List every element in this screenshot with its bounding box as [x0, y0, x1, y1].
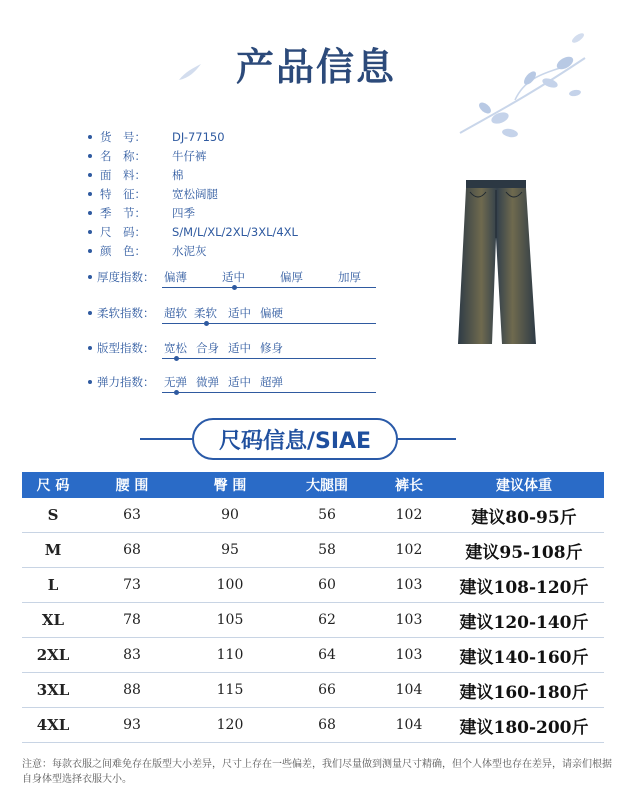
index-option: 修身: [260, 341, 283, 355]
table-cell: 56: [318, 507, 336, 523]
table-cell: 3XL: [36, 681, 70, 699]
page-title: 产品信息: [235, 45, 396, 89]
index-label: 柔软指数：: [97, 306, 155, 320]
bullet-icon: [88, 346, 92, 350]
bird-decoration: [175, 58, 205, 88]
column-header: 大腿围: [306, 478, 348, 494]
table-cell: 95: [221, 542, 239, 558]
index-option: 适中: [228, 341, 251, 355]
attr-row-name: 名 称： 牛仔裤: [88, 146, 298, 165]
table-cell: 建议120-140斤: [459, 612, 589, 633]
table-row: [22, 708, 604, 743]
index-option: 无弹: [164, 375, 187, 389]
table-cell: 66: [318, 682, 336, 698]
table-row: [22, 603, 604, 638]
index-option: 柔软: [194, 306, 217, 320]
table-header: [22, 472, 604, 498]
index-label: 弹力指数：: [97, 375, 155, 389]
leaf-branch-decoration: [455, 38, 590, 143]
table-cell: 建议95-108斤: [465, 542, 583, 563]
table-cell: 110: [216, 647, 244, 663]
bullet-icon: [88, 173, 92, 177]
table-cell: 60: [318, 577, 336, 593]
table-cell: L: [47, 576, 59, 594]
index-option: 加厚: [338, 270, 361, 284]
table-cell: 88: [123, 682, 141, 698]
table-row: [22, 673, 604, 708]
table-cell: 2XL: [36, 646, 70, 664]
table-cell: 102: [395, 507, 423, 523]
table-cell: 建议108-120斤: [459, 577, 589, 598]
table-cell: 105: [216, 612, 244, 628]
index-label: 厚度指数：: [97, 270, 155, 284]
table-cell: M: [44, 541, 62, 559]
table-cell: 78: [123, 612, 141, 628]
table-cell: 73: [123, 577, 141, 593]
bullet-icon: [88, 380, 92, 384]
table-cell: 建议140-160斤: [459, 647, 589, 668]
index-option: 合身: [196, 341, 219, 355]
table-cell: 90: [221, 507, 239, 523]
index-option: 微弹: [196, 375, 219, 389]
table-cell: 64: [318, 647, 336, 663]
size-table: [22, 472, 604, 743]
table-cell: 建议80-95斤: [471, 507, 577, 528]
table-cell: 58: [318, 542, 336, 558]
divider-left: [140, 438, 194, 440]
index-option: 宽松: [164, 341, 187, 355]
table-cell: 68: [318, 717, 336, 733]
column-header: 腰 围: [115, 478, 149, 494]
table-cell: 建议180-200斤: [459, 717, 589, 738]
table-cell: 103: [395, 612, 423, 628]
table-cell: XL: [41, 611, 65, 629]
index-selected-marker: [204, 321, 209, 326]
bullet-icon: [88, 192, 92, 196]
table-cell: 100: [216, 577, 244, 593]
table-cell: 68: [123, 542, 141, 558]
bullet-icon: [88, 249, 92, 253]
index-scale-line: [162, 358, 376, 359]
index-selected-marker: [174, 390, 179, 395]
product-attributes: [88, 127, 298, 260]
index-selected-marker: [232, 285, 237, 290]
attr-row-item-no: 货 号： DJ-77150: [88, 127, 298, 146]
table-cell: 104: [395, 717, 423, 733]
divider-right: [396, 438, 456, 440]
table-cell: 103: [395, 577, 423, 593]
table-cell: 83: [123, 647, 141, 663]
table-row: [22, 498, 604, 533]
bullet-icon: [88, 311, 92, 315]
column-header: 臀 围: [213, 478, 247, 494]
attr-row-feature: 特 征： 宽松阔腿: [88, 184, 298, 203]
index-scale-line: [162, 323, 376, 324]
bullet-icon: [88, 230, 92, 234]
table-row: [22, 568, 604, 603]
column-header: 尺 码: [36, 478, 70, 494]
attr-row-color: 颜 色： 水泥灰: [88, 241, 298, 260]
table-cell: 102: [395, 542, 423, 558]
leaf-decoration: [568, 28, 588, 48]
attr-row-season: 季 节： 四季: [88, 203, 298, 222]
index-scale-line: [162, 392, 376, 393]
column-header: 建议体重: [496, 478, 552, 494]
bullet-icon: [88, 135, 92, 139]
bullet-icon: [88, 275, 92, 279]
bullet-icon: [88, 211, 92, 215]
attr-row-fabric: 面 料： 棉: [88, 165, 298, 184]
table-cell: 62: [318, 612, 336, 628]
bullet-icon: [88, 154, 92, 158]
index-option: 偏厚: [280, 270, 303, 284]
index-option: 适中: [228, 306, 251, 320]
index-option: 偏薄: [164, 270, 187, 284]
column-header: 裤长: [395, 478, 423, 494]
jeans-product-image: [452, 178, 542, 346]
index-selected-marker: [174, 356, 179, 361]
table-cell: S: [47, 506, 59, 524]
index-option: 适中: [228, 375, 251, 389]
table-row: [22, 533, 604, 568]
size-section-title: 尺码信息/SIAE: [192, 418, 398, 460]
index-scale-line: [162, 287, 376, 288]
table-cell: 93: [123, 717, 141, 733]
table-row: [22, 638, 604, 673]
index-label: 版型指数：: [97, 341, 155, 355]
table-cell: 115: [216, 682, 244, 698]
index-option: 适中: [222, 270, 245, 284]
table-cell: 104: [395, 682, 423, 698]
index-option: 超软: [164, 306, 187, 320]
index-option: 超弹: [260, 375, 283, 389]
table-cell: 103: [395, 647, 423, 663]
table-cell: 63: [123, 507, 141, 523]
index-option: 偏硬: [260, 306, 283, 320]
table-cell: 建议160-180斤: [459, 682, 589, 703]
table-cell: 120: [216, 717, 244, 733]
sizing-note: 注意：每款衣服之间难免存在版型大小差异，尺寸上存在一些偏差，我们尽量做到测量尺寸精确，但个人体型也存在差异，请亲们根据自身体型选择衣服大小。: [22, 759, 612, 785]
attr-row-sizes: 尺 码： S/M/L/XL/2XL/3XL/4XL: [88, 222, 298, 241]
table-cell: 4XL: [36, 716, 70, 734]
